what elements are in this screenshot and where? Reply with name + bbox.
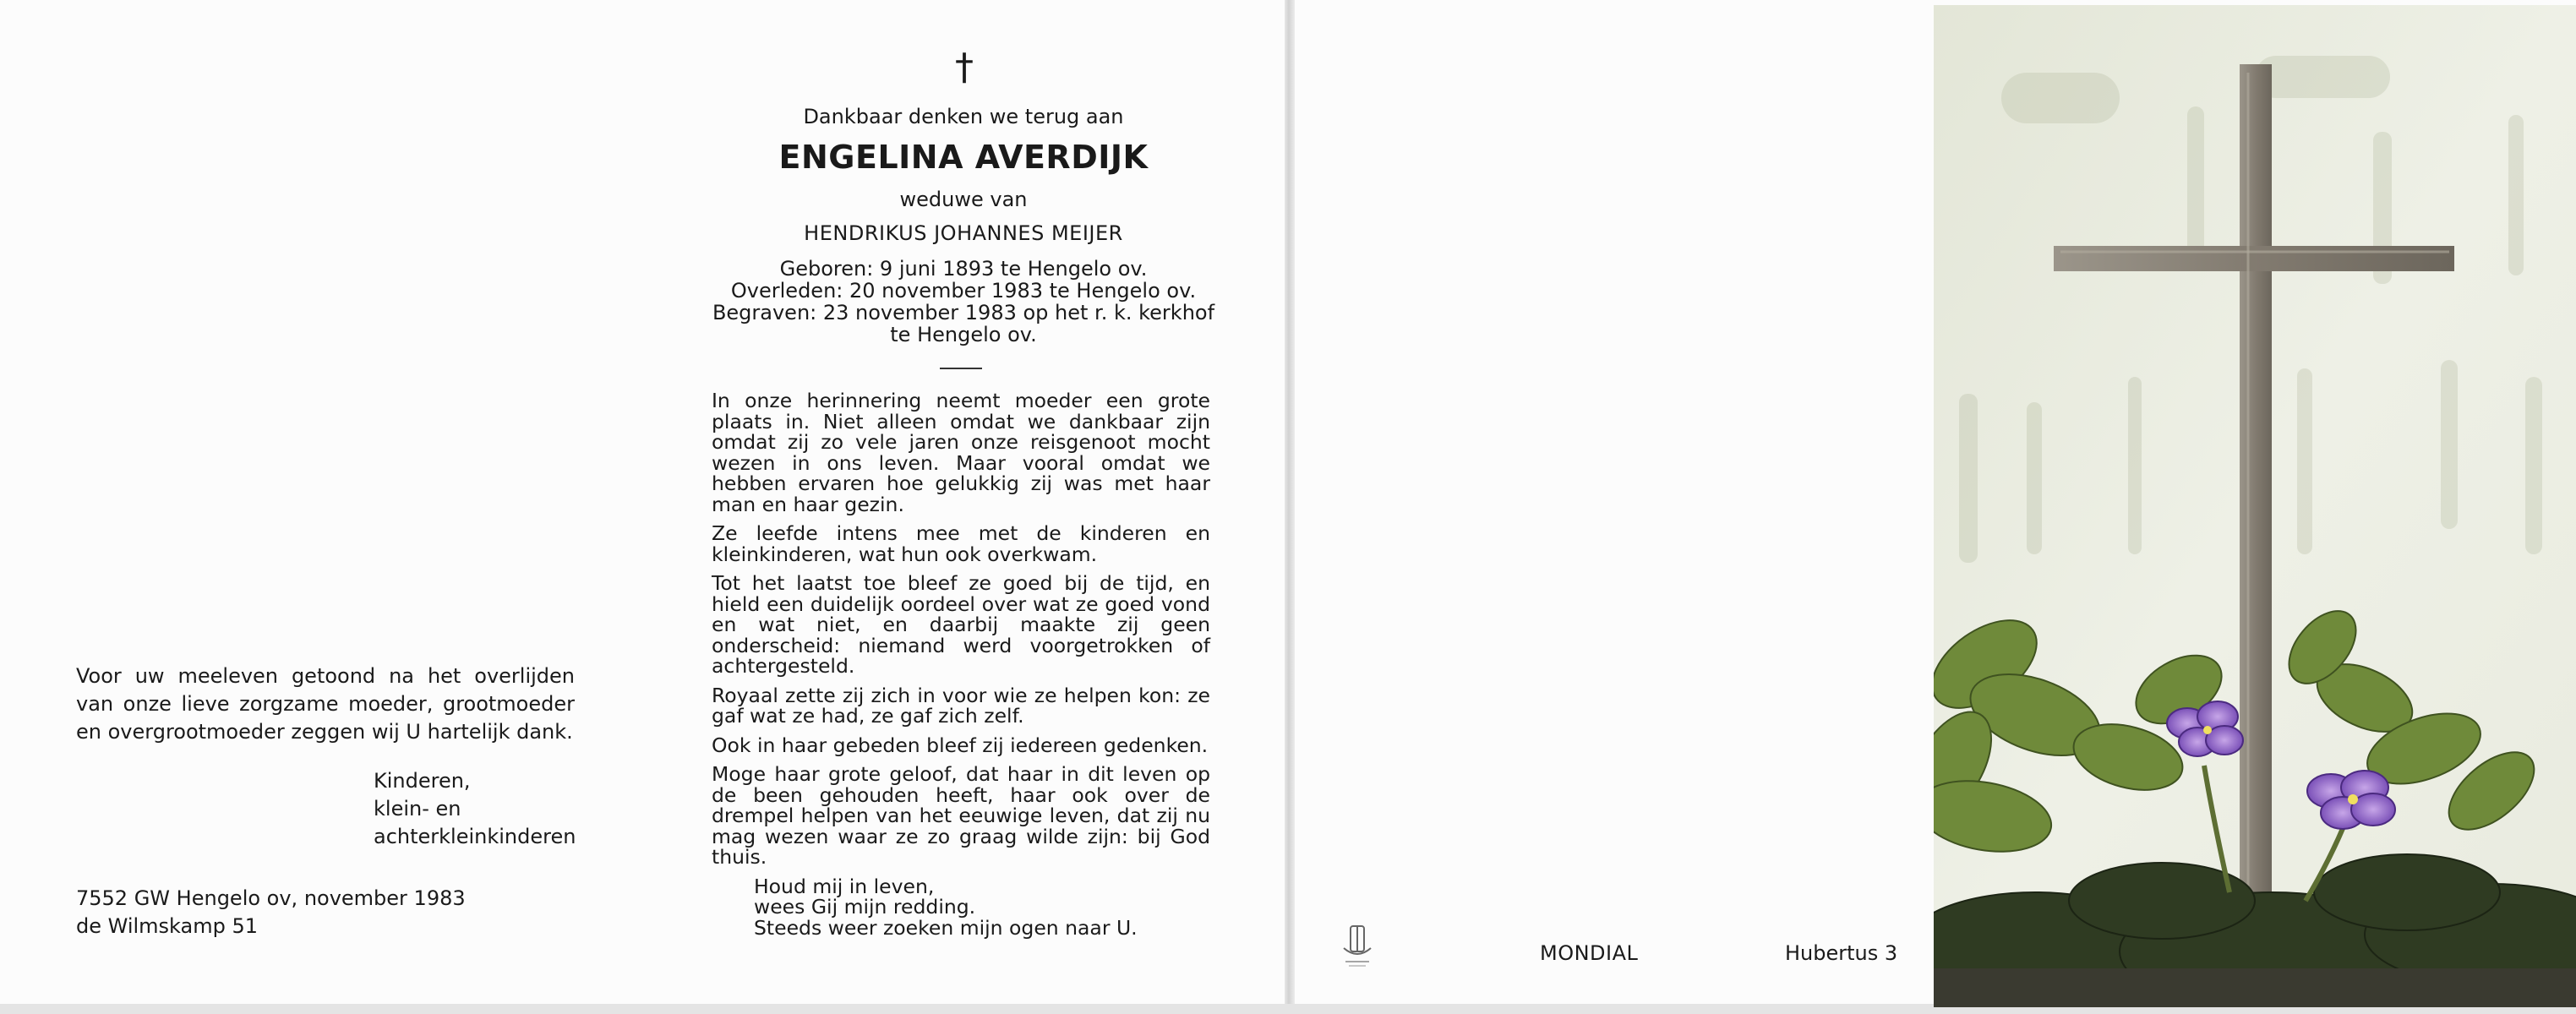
signer-line: achterkleinkinderen: [374, 825, 576, 848]
address: [76, 885, 466, 940]
cross-icon: †: [955, 46, 974, 89]
publisher-logo-icon: [1339, 923, 1376, 968]
card-fold: [1285, 0, 1295, 1014]
memorial-paragraph: Ze leefde intens mee met de kinderen en kleinkinderen, wat hun ook overkwam.: [712, 521, 1210, 566]
poem-line: Steeds weer zoeken mijn ogen naar U.: [754, 915, 1138, 940]
date-line-buried: Begraven: 23 november 1983 op het r. k. kerkhof: [712, 301, 1215, 324]
address-line: 7552 GW Hengelo ov, november 1983: [76, 886, 466, 910]
signer-line: Kinderen,: [374, 769, 471, 793]
date-line-died: Overleden: 20 november 1983 te Hengelo ov.: [730, 279, 1197, 303]
memorial-paragraph: Royaal zette zij zich in voor wie ze helpen kon: ze gaf wat ze had, ze gaf zich zelf.: [712, 683, 1210, 728]
poem-line: Houd mij in leven,: [754, 874, 935, 898]
date-line-born: Geboren: 9 juni 1893 te Hengelo ov.: [779, 257, 1148, 281]
memorial-paragraph: Ook in haar gebeden bleef zij iedereen gedenken.: [712, 733, 1209, 757]
thank-you-text: Voor uw meeleven getoond na het overlijden van onze lieve zorgzame moeder, grootmoeder en overgrootmoeder zeggen wij U hartelijk dank.: [76, 664, 575, 744]
memorial-text: [712, 390, 1210, 938]
widow-of-line: weduwe van: [899, 188, 1028, 211]
date-line-place: te Hengelo ov.: [890, 323, 1037, 346]
memorial-paragraph: Moge haar grote geloof, dat haar in dit leven op de been gehouden heeft, haar ook over de drempel helpen van het eeuwige leven, dat zij nu mag wezen waar ze zo graag wilde zijn: bij God thuis.: [712, 762, 1210, 869]
signer-line: klein- en: [374, 797, 461, 820]
signers: [374, 767, 576, 851]
divider: [940, 368, 982, 369]
husband-name: HENDRIKUS JOHANNES MEIJER: [804, 221, 1123, 245]
memorial-paragraph: Tot het laatst toe bleef ze goed bij de tijd, en hield een duidelijk oordeel over wat ze goed vond en wat niet, en daarbij maakte zij geen onderscheid: niemand werd voorgetrokken of achtergesteld.: [712, 571, 1210, 678]
poem: [712, 876, 1210, 939]
publisher-name: MONDIAL: [1540, 941, 1639, 965]
address-line: de Wilmskamp 51: [76, 914, 259, 938]
poem-line: wees Gij mijn redding.: [754, 895, 976, 919]
intro-line: Dankbaar denken we terug aan: [803, 105, 1124, 128]
memorial-paragraph: In onze herinnering neemt moeder een grote plaats in. Niet alleen omdat we dankbaar zijn omdat zij zo vele jaren onze reisgenoot mocht wezen in ons leven. Maar vooral omdat we hebben ervaren hoe gelukkig zij was met haar man en haar gezin.: [712, 389, 1210, 516]
deceased-name: ENGELINA AVERDIJK: [778, 139, 1149, 176]
series-number: Hubertus 3: [1785, 941, 1898, 965]
wooden-cross-violets-photo: [1934, 5, 2576, 1007]
life-dates: [693, 258, 1234, 346]
